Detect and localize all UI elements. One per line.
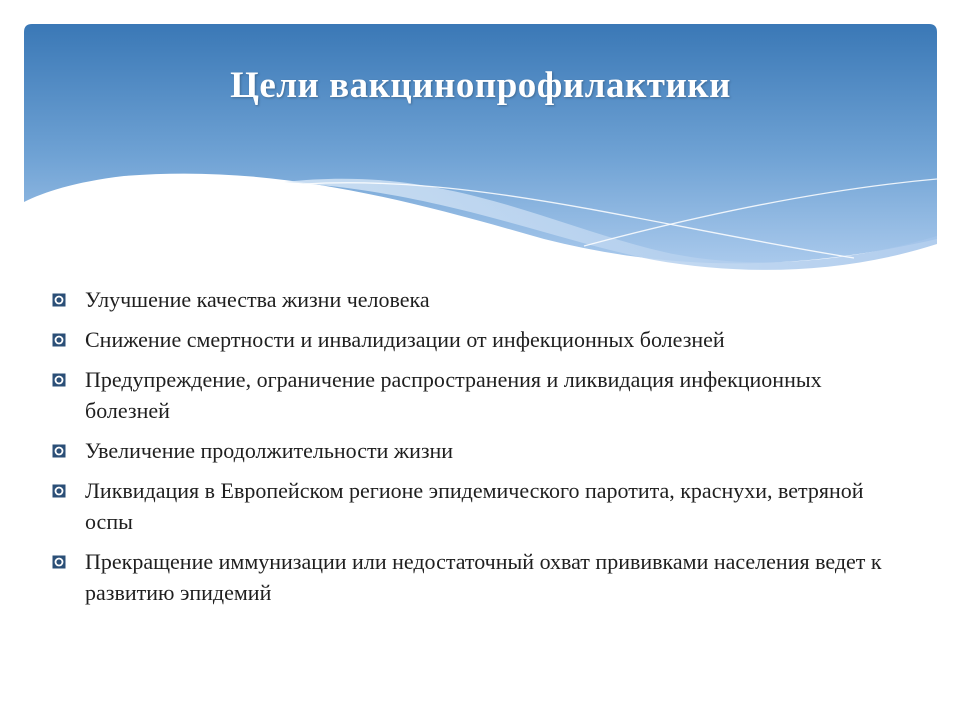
circled-square-bullet-icon — [52, 444, 66, 458]
circled-square-bullet-icon — [52, 555, 66, 569]
circled-square-bullet-icon — [52, 333, 66, 347]
circled-square-bullet-icon — [52, 373, 66, 387]
bullet-text: Улучшение качества жизни человека — [85, 287, 430, 312]
list-item — [48, 435, 888, 466]
bullet-list — [48, 284, 888, 617]
circled-square-bullet-icon — [52, 293, 66, 307]
circled-square-bullet-icon — [52, 484, 66, 498]
bullet-text: Ликвидация в Европейском регионе эпидемического паротита, краснухи, ветряной оспы — [85, 478, 864, 534]
list-item — [48, 475, 888, 537]
bullet-text: Предупреждение, ограничение распространения и ликвидация инфекционных болезней — [85, 367, 822, 423]
list-item — [48, 364, 888, 426]
bullet-text: Прекращение иммунизации или недостаточный охват прививками населения ведет к развитию эпидемий — [85, 549, 882, 605]
bullet-text: Увеличение продолжительности жизни — [85, 438, 454, 463]
list-item — [48, 284, 888, 315]
list-item — [48, 546, 888, 608]
slide-title: Цели вакцинопрофилактики — [230, 65, 731, 106]
list-item — [48, 324, 888, 355]
bullet-text: Снижение смертности и инвалидизации от инфекционных болезней — [85, 327, 725, 352]
header-wave-background — [24, 24, 937, 274]
